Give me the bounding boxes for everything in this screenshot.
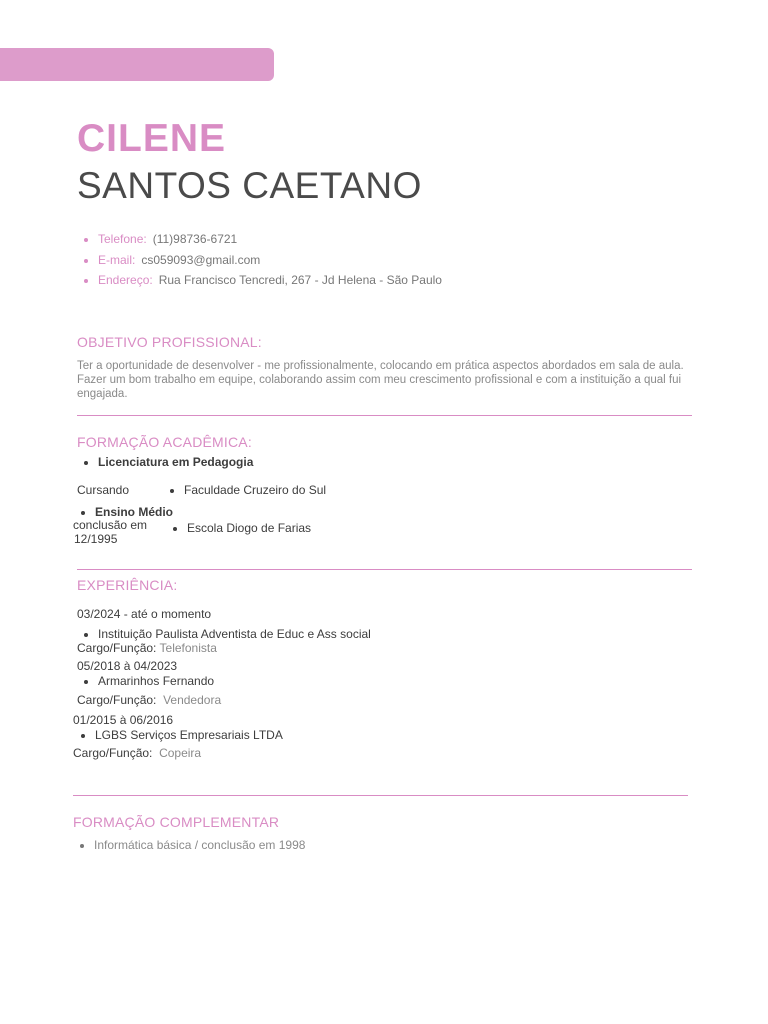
- experience-role: [77, 693, 221, 708]
- education-title: FORMAÇÃO ACADÊMICA:: [77, 434, 252, 450]
- bullet-icon: [84, 633, 88, 637]
- education-course-1-school: [170, 483, 326, 498]
- section-divider: [77, 415, 692, 416]
- contact-email: [84, 252, 260, 268]
- first-name: CILENE: [77, 117, 227, 160]
- header-accent-bar: [0, 48, 274, 81]
- school-name: Faculdade Cruzeiro do Sul: [184, 483, 327, 497]
- education-course-2-status: [73, 518, 147, 546]
- role-label: Cargo/Função:: [77, 641, 157, 655]
- contact-label: Telefone:: [98, 232, 147, 246]
- bullet-icon: [81, 734, 85, 738]
- company-name: Armarinhos Fernando: [98, 674, 215, 688]
- course-name: Ensino Médio: [95, 505, 173, 519]
- course-name: Licenciatura em Pedagogia: [98, 455, 254, 469]
- complementary-title: FORMAÇÃO COMPLEMENTAR: [73, 814, 280, 830]
- bullet-icon: [84, 461, 88, 465]
- role-value: Vendedora: [163, 693, 222, 707]
- section-divider: [73, 795, 688, 796]
- contact-value: Rua Francisco Tencredi, 267 - Jd Helena - São Paulo: [158, 273, 442, 287]
- last-name: SANTOS CAETANO: [77, 165, 422, 206]
- role-value: Copeira: [159, 746, 202, 760]
- role-label: Cargo/Função:: [73, 746, 153, 760]
- bullet-icon: [80, 844, 84, 848]
- bullet-icon: [84, 680, 88, 684]
- experience-title: EXPERIÊNCIA:: [77, 577, 178, 593]
- contact-value: cs059093@gmail.com: [141, 253, 261, 267]
- status-line: conclusão em: [73, 518, 148, 532]
- education-course-2-school: [173, 521, 311, 536]
- experience-company: [81, 728, 283, 743]
- experience-role: [73, 746, 201, 761]
- contact-label: Endereço:: [98, 273, 153, 287]
- experience-company: [84, 627, 371, 642]
- education-course-1-status: Cursando: [77, 483, 130, 497]
- experience-company: [84, 674, 214, 689]
- school-name: Escola Diogo de Farias: [187, 521, 312, 535]
- section-divider: [77, 569, 692, 570]
- role-value: Telefonista: [159, 641, 217, 655]
- role-label: Cargo/Função:: [77, 693, 157, 707]
- objective-title: OBJETIVO PROFISSIONAL:: [77, 334, 262, 350]
- experience-period: 03/2024 - até o momento: [77, 607, 212, 621]
- bullet-icon: [173, 527, 177, 531]
- education-course-1: [84, 455, 253, 470]
- bullet-icon: [84, 259, 88, 263]
- experience-period: 05/2018 à 04/2023: [77, 659, 178, 673]
- bullet-icon: [84, 279, 88, 283]
- bullet-icon: [81, 511, 85, 515]
- experience-role: [77, 641, 217, 656]
- contact-label: E-mail:: [98, 253, 136, 267]
- bullet-icon: [170, 489, 174, 493]
- experience-period: 01/2015 à 06/2016: [73, 713, 174, 727]
- complementary-item-text: Informática básica / conclusão em 1998: [94, 838, 306, 852]
- contact-value: (11)98736-6721: [152, 232, 238, 246]
- objective-text: Ter a oportunidade de desenvolver - me profissionalmente, colocando em prática aspectos abordados em sala de aula. Fazer um bom trabalho em equipe, colaborando assim com meu crescimento profissional e com a instituição a qual fui engajada.: [77, 360, 684, 400]
- complementary-item: [80, 838, 305, 853]
- company-name: Instituição Paulista Adventista de Educ e Ass social: [98, 627, 371, 641]
- bullet-icon: [84, 238, 88, 242]
- status-line: 12/1995: [74, 532, 118, 546]
- contact-address: [84, 272, 442, 288]
- contact-phone: [84, 231, 237, 247]
- company-name: LGBS Serviços Empresariais LTDA: [95, 728, 283, 742]
